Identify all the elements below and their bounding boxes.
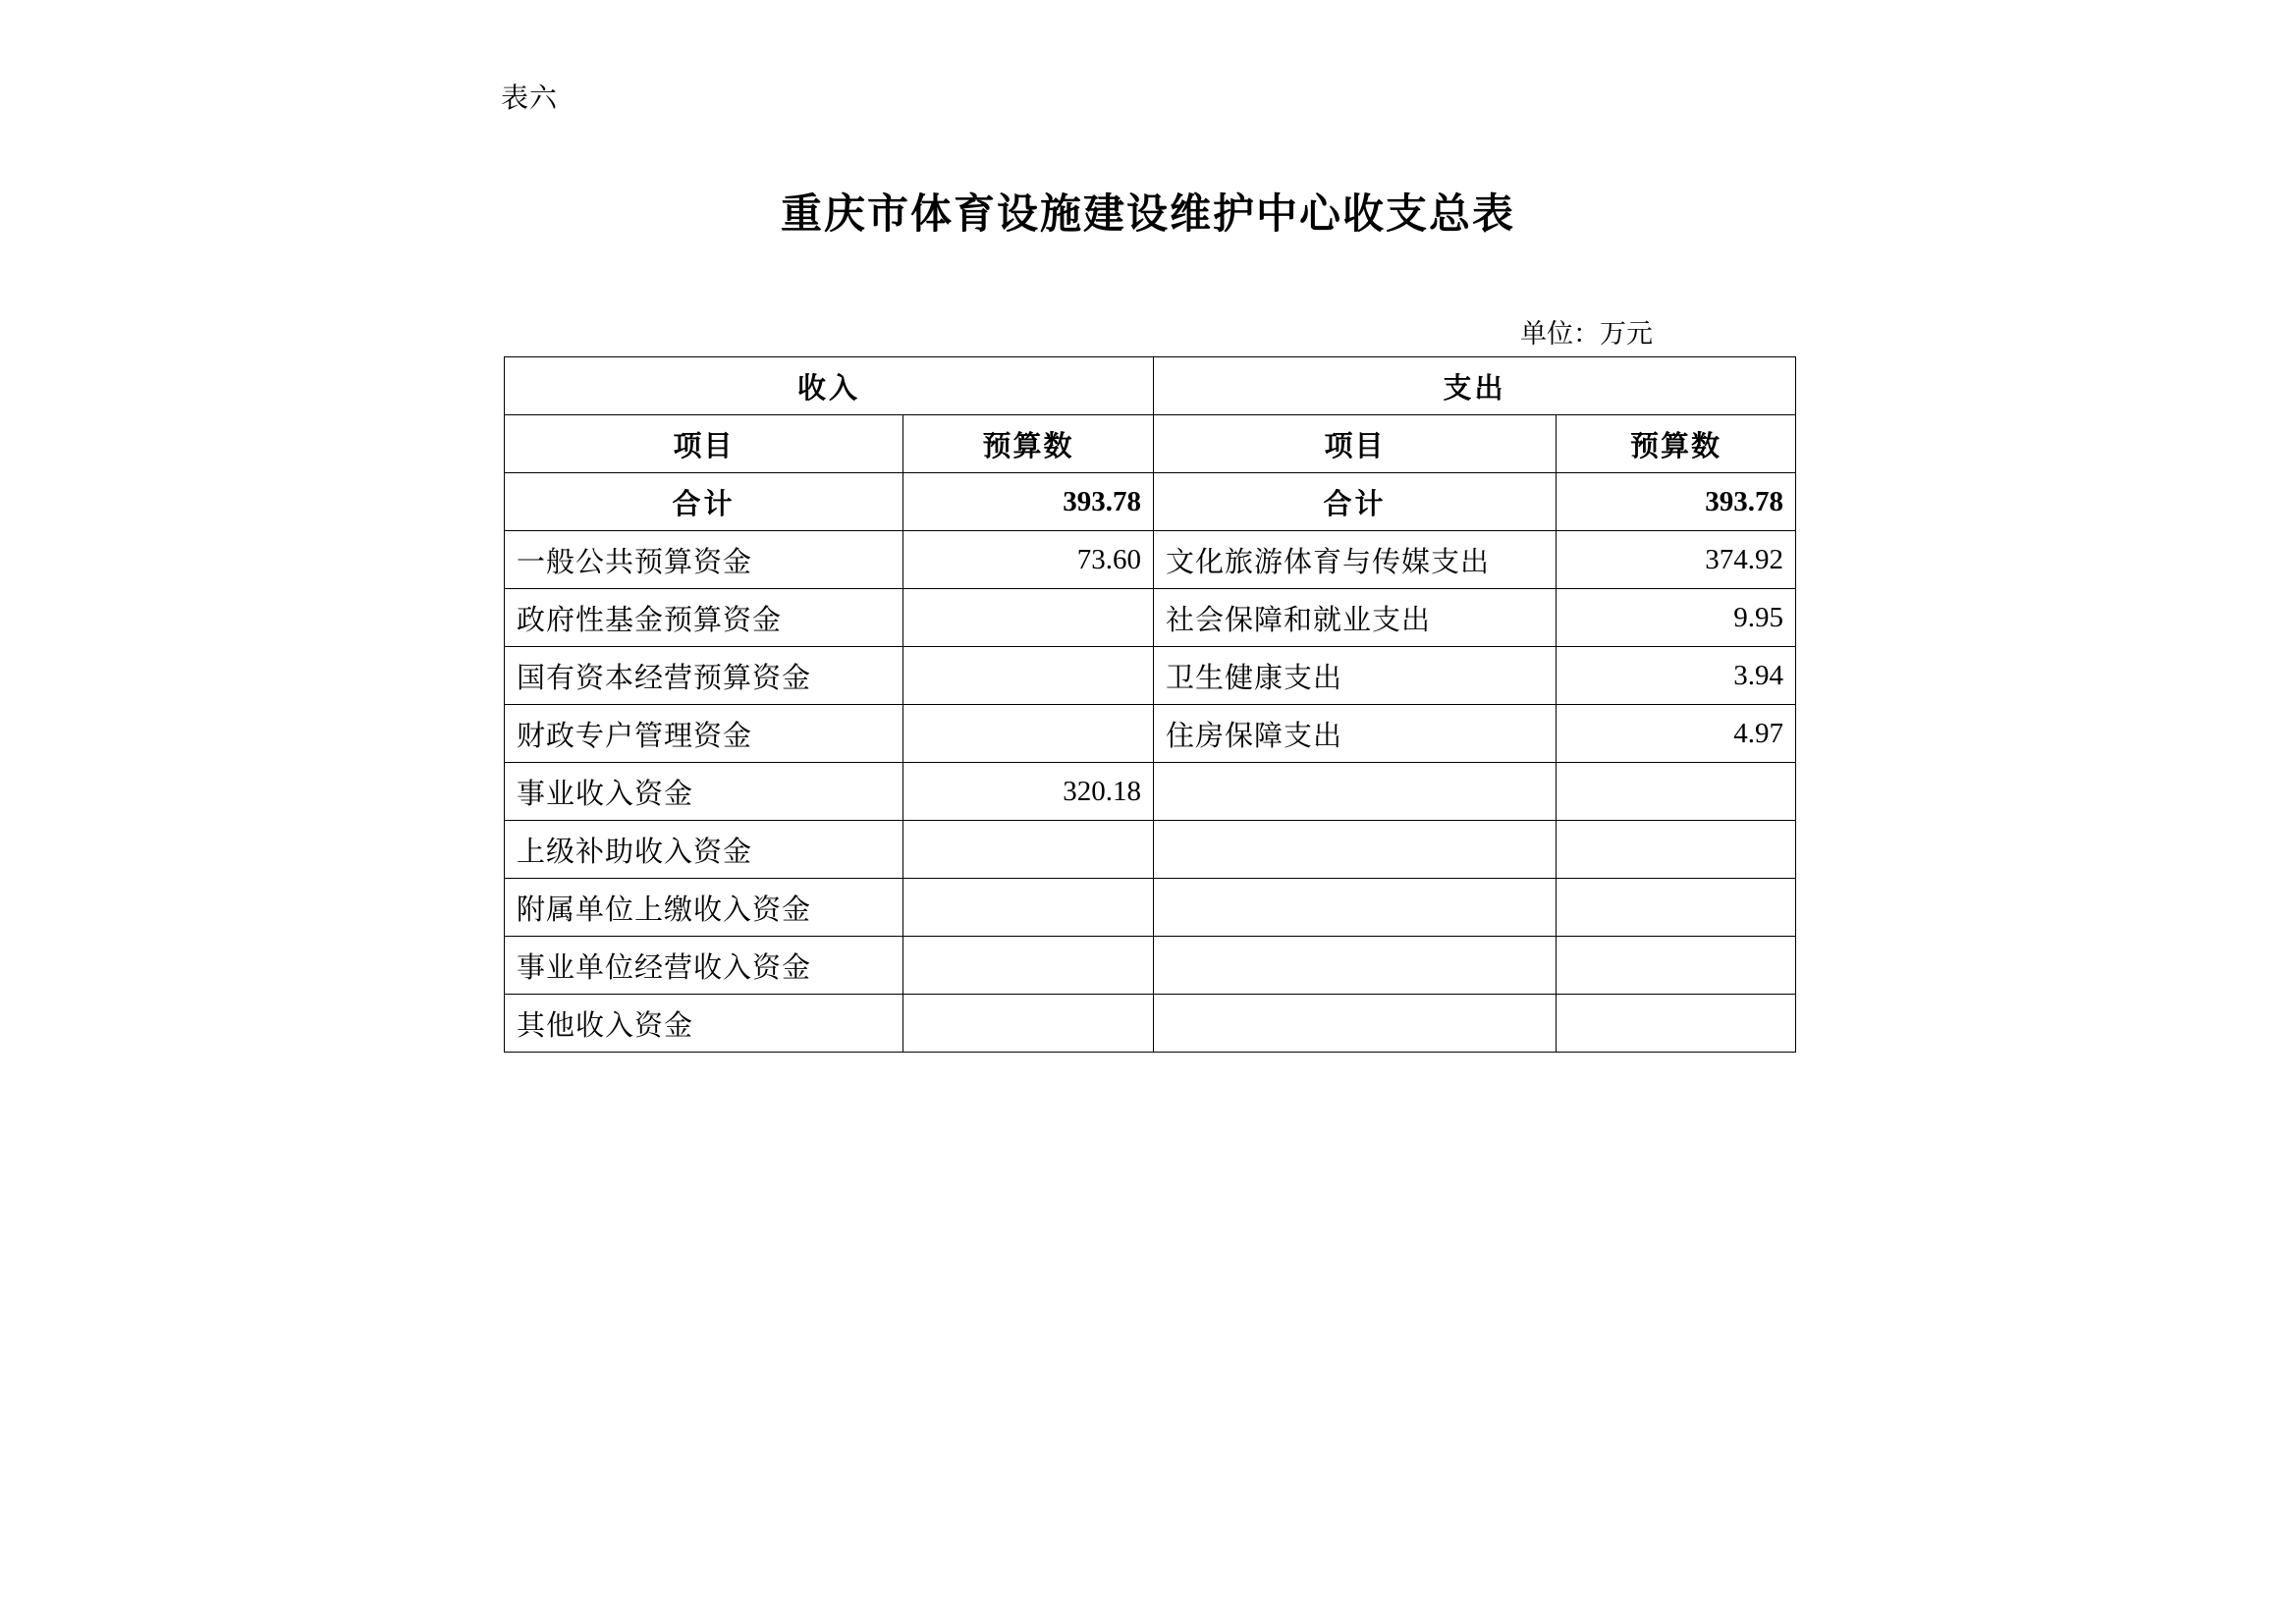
income-value: 320.18 <box>903 763 1154 821</box>
column-header-income-item: 项目 <box>505 415 903 473</box>
income-value <box>903 647 1154 705</box>
income-item: 政府性基金预算资金 <box>505 589 903 647</box>
income-value <box>903 879 1154 937</box>
table-row <box>505 937 1796 995</box>
expense-value <box>1557 763 1796 821</box>
table-row <box>505 531 1796 589</box>
table-row-total <box>505 473 1796 531</box>
table-row <box>505 763 1796 821</box>
expense-value <box>1557 937 1796 995</box>
expense-value: 3.94 <box>1557 647 1796 705</box>
table-row <box>505 589 1796 647</box>
income-item: 附属单位上缴收入资金 <box>505 879 903 937</box>
income-item: 上级补助收入资金 <box>505 821 903 879</box>
column-header-expense-item: 项目 <box>1154 415 1557 473</box>
total-expense-value: 393.78 <box>1557 473 1796 531</box>
group-header-income: 收入 <box>505 357 1154 415</box>
expense-item <box>1154 879 1557 937</box>
income-item: 财政专户管理资金 <box>505 705 903 763</box>
expense-item: 文化旅游体育与传媒支出 <box>1154 531 1557 589</box>
total-income-label: 合计 <box>505 473 903 531</box>
income-value <box>903 937 1154 995</box>
expense-value <box>1557 879 1796 937</box>
group-header-expense: 支出 <box>1154 357 1796 415</box>
table-row <box>505 879 1796 937</box>
expense-value <box>1557 995 1796 1053</box>
expense-item: 住房保障支出 <box>1154 705 1557 763</box>
expense-item: 卫生健康支出 <box>1154 647 1557 705</box>
expense-value: 4.97 <box>1557 705 1796 763</box>
table-group-header-row <box>505 357 1796 415</box>
unit-note: 单位：万元 <box>1520 319 1653 349</box>
expense-value: 374.92 <box>1557 531 1796 589</box>
column-header-expense-budget: 预算数 <box>1557 415 1796 473</box>
column-header-income-budget: 预算数 <box>903 415 1154 473</box>
income-item: 一般公共预算资金 <box>505 531 903 589</box>
income-item: 事业单位经营收入资金 <box>505 937 903 995</box>
table-row <box>505 821 1796 879</box>
income-value <box>903 995 1154 1053</box>
total-income-value: 393.78 <box>903 473 1154 531</box>
table-row <box>505 647 1796 705</box>
table-row <box>505 995 1796 1053</box>
income-value <box>903 589 1154 647</box>
budget-summary-table <box>504 356 1796 1053</box>
expense-value <box>1557 821 1796 879</box>
table-column-header-row <box>505 415 1796 473</box>
income-value: 73.60 <box>903 531 1154 589</box>
income-item: 其他收入资金 <box>505 995 903 1053</box>
income-item: 国有资本经营预算资金 <box>505 647 903 705</box>
income-item: 事业收入资金 <box>505 763 903 821</box>
sheet-label: 表六 <box>501 83 559 114</box>
total-expense-label: 合计 <box>1154 473 1557 531</box>
income-value <box>903 705 1154 763</box>
page-title: 重庆市体育设施建设维护中心收支总表 <box>780 192 1515 238</box>
expense-value: 9.95 <box>1557 589 1796 647</box>
table-row <box>505 705 1796 763</box>
expense-item <box>1154 763 1557 821</box>
expense-item <box>1154 995 1557 1053</box>
expense-item: 社会保障和就业支出 <box>1154 589 1557 647</box>
income-value <box>903 821 1154 879</box>
expense-item <box>1154 821 1557 879</box>
expense-item <box>1154 937 1557 995</box>
